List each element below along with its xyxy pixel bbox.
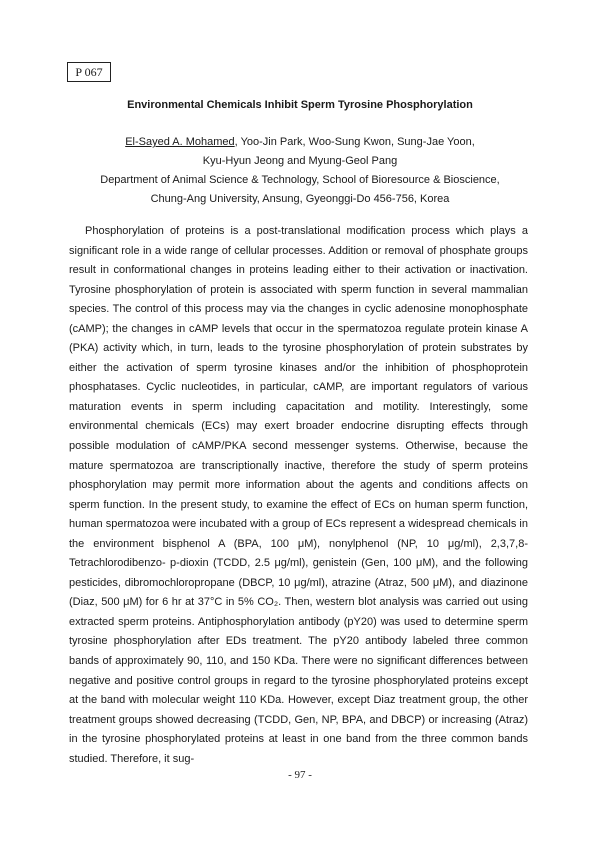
affiliation-line-2: Chung-Ang University, Ansung, Gyeonggi-Do 456-756, Korea [150,193,450,205]
presenting-author: El-Sayed A. Mohamed [125,136,235,148]
author-block [0,133,600,209]
authors-line-1 [0,133,600,152]
poster-number-badge: P 067 [67,62,111,82]
coauthors: , Yoo-Jin Park, Woo-Sung Kwon, Sung-Jae Yoon, [234,136,475,148]
affiliation-line-1: Department of Animal Science & Technology, School of Bioresource & Bioscience, [100,174,500,186]
authors-line-2: Kyu-Hyun Jeong and Myung-Geol Pang [202,155,398,167]
abstract-paragraph: Phosphorylation of proteins is a post-translational modification process which plays a significant role in a wide range of cellular processes. Addition or removal of phosphate groups result in conformational changes in proteins leading either to their activation or inactivation. Tyrosine phosphorylation of protein is associated with sperm function in several mammalian species. The control of this process may via the changes in cyclic adenosine monophosphate (cAMP); the changes in cAMP levels that occur in the spermatozoa regulate protein kinase A (PKA) activity which, in turn, leads to the tyrosine phosphorylation of protein substrates by either the activation of sperm tyrosine kinases and/or the inhibition of phosphoprotein phosphatases. Cyclic nucleotides, in particular, cAMP, are important regulators of various maturation events in sperm including capacitation and motility. Interestingly, some environmental chemicals (ECs) may exert broader endocrine disrupting effects through possible modulation of cAMP/PKA second messenger systems. Otherwise, because the mature spermatozoa are transcriptionally inactive, therefore the study of sperm proteins phosphorylation may permit more information about the agents and conditions affects on sperm function. In the present study, to examine the effect of ECs on human sperm function, human spermatozoa were incubated with a group of ECs represent a widespread chemicals in the environment bisphenol A (BPA, 100 μM), nonylphenol (NP, 10 μg/ml), 2,3,7,8-Tetrachlorodibenzo- p-dioxin (TCDD, 2.5 μg/ml), genistein (Gen, 100 μM), and the following pesticides, dibromochloropropane (DBCP, 10 μg/ml), atrazine (Atraz, 500 μM), and diazinone (Diaz, 500 μM) for 6 hr at 37°C in 5% CO₂. Then, western blot analysis was carried out using extracted sperm proteins. Antiphosphorylation antibody (pY20) was used to determine sperm tyrosine phosphorylation after EDs treatment. The pY20 antibody labeled three common bands of approximately 90, 110, and 150 KDa. There were no significant differences between negative and positive control groups in regard to the tyrosine phosphorylated proteins except at the band with molecular weight 110 KDa. However, except Diaz treatment group, the other treatment groups showed decreasing (TCDD, Gen, NP, BPA, and DBCP) or increasing (Atraz) in the tyrosine phosphorylated proteins at least in one band from the three common bands studied. Therefore, it sug- [69,225,528,765]
paper-title: Environmental Chemicals Inhibit Sperm Tyrosine Phosphorylation [127,99,473,111]
page-number: - 97 - [288,769,312,781]
abstract-body [69,222,528,769]
